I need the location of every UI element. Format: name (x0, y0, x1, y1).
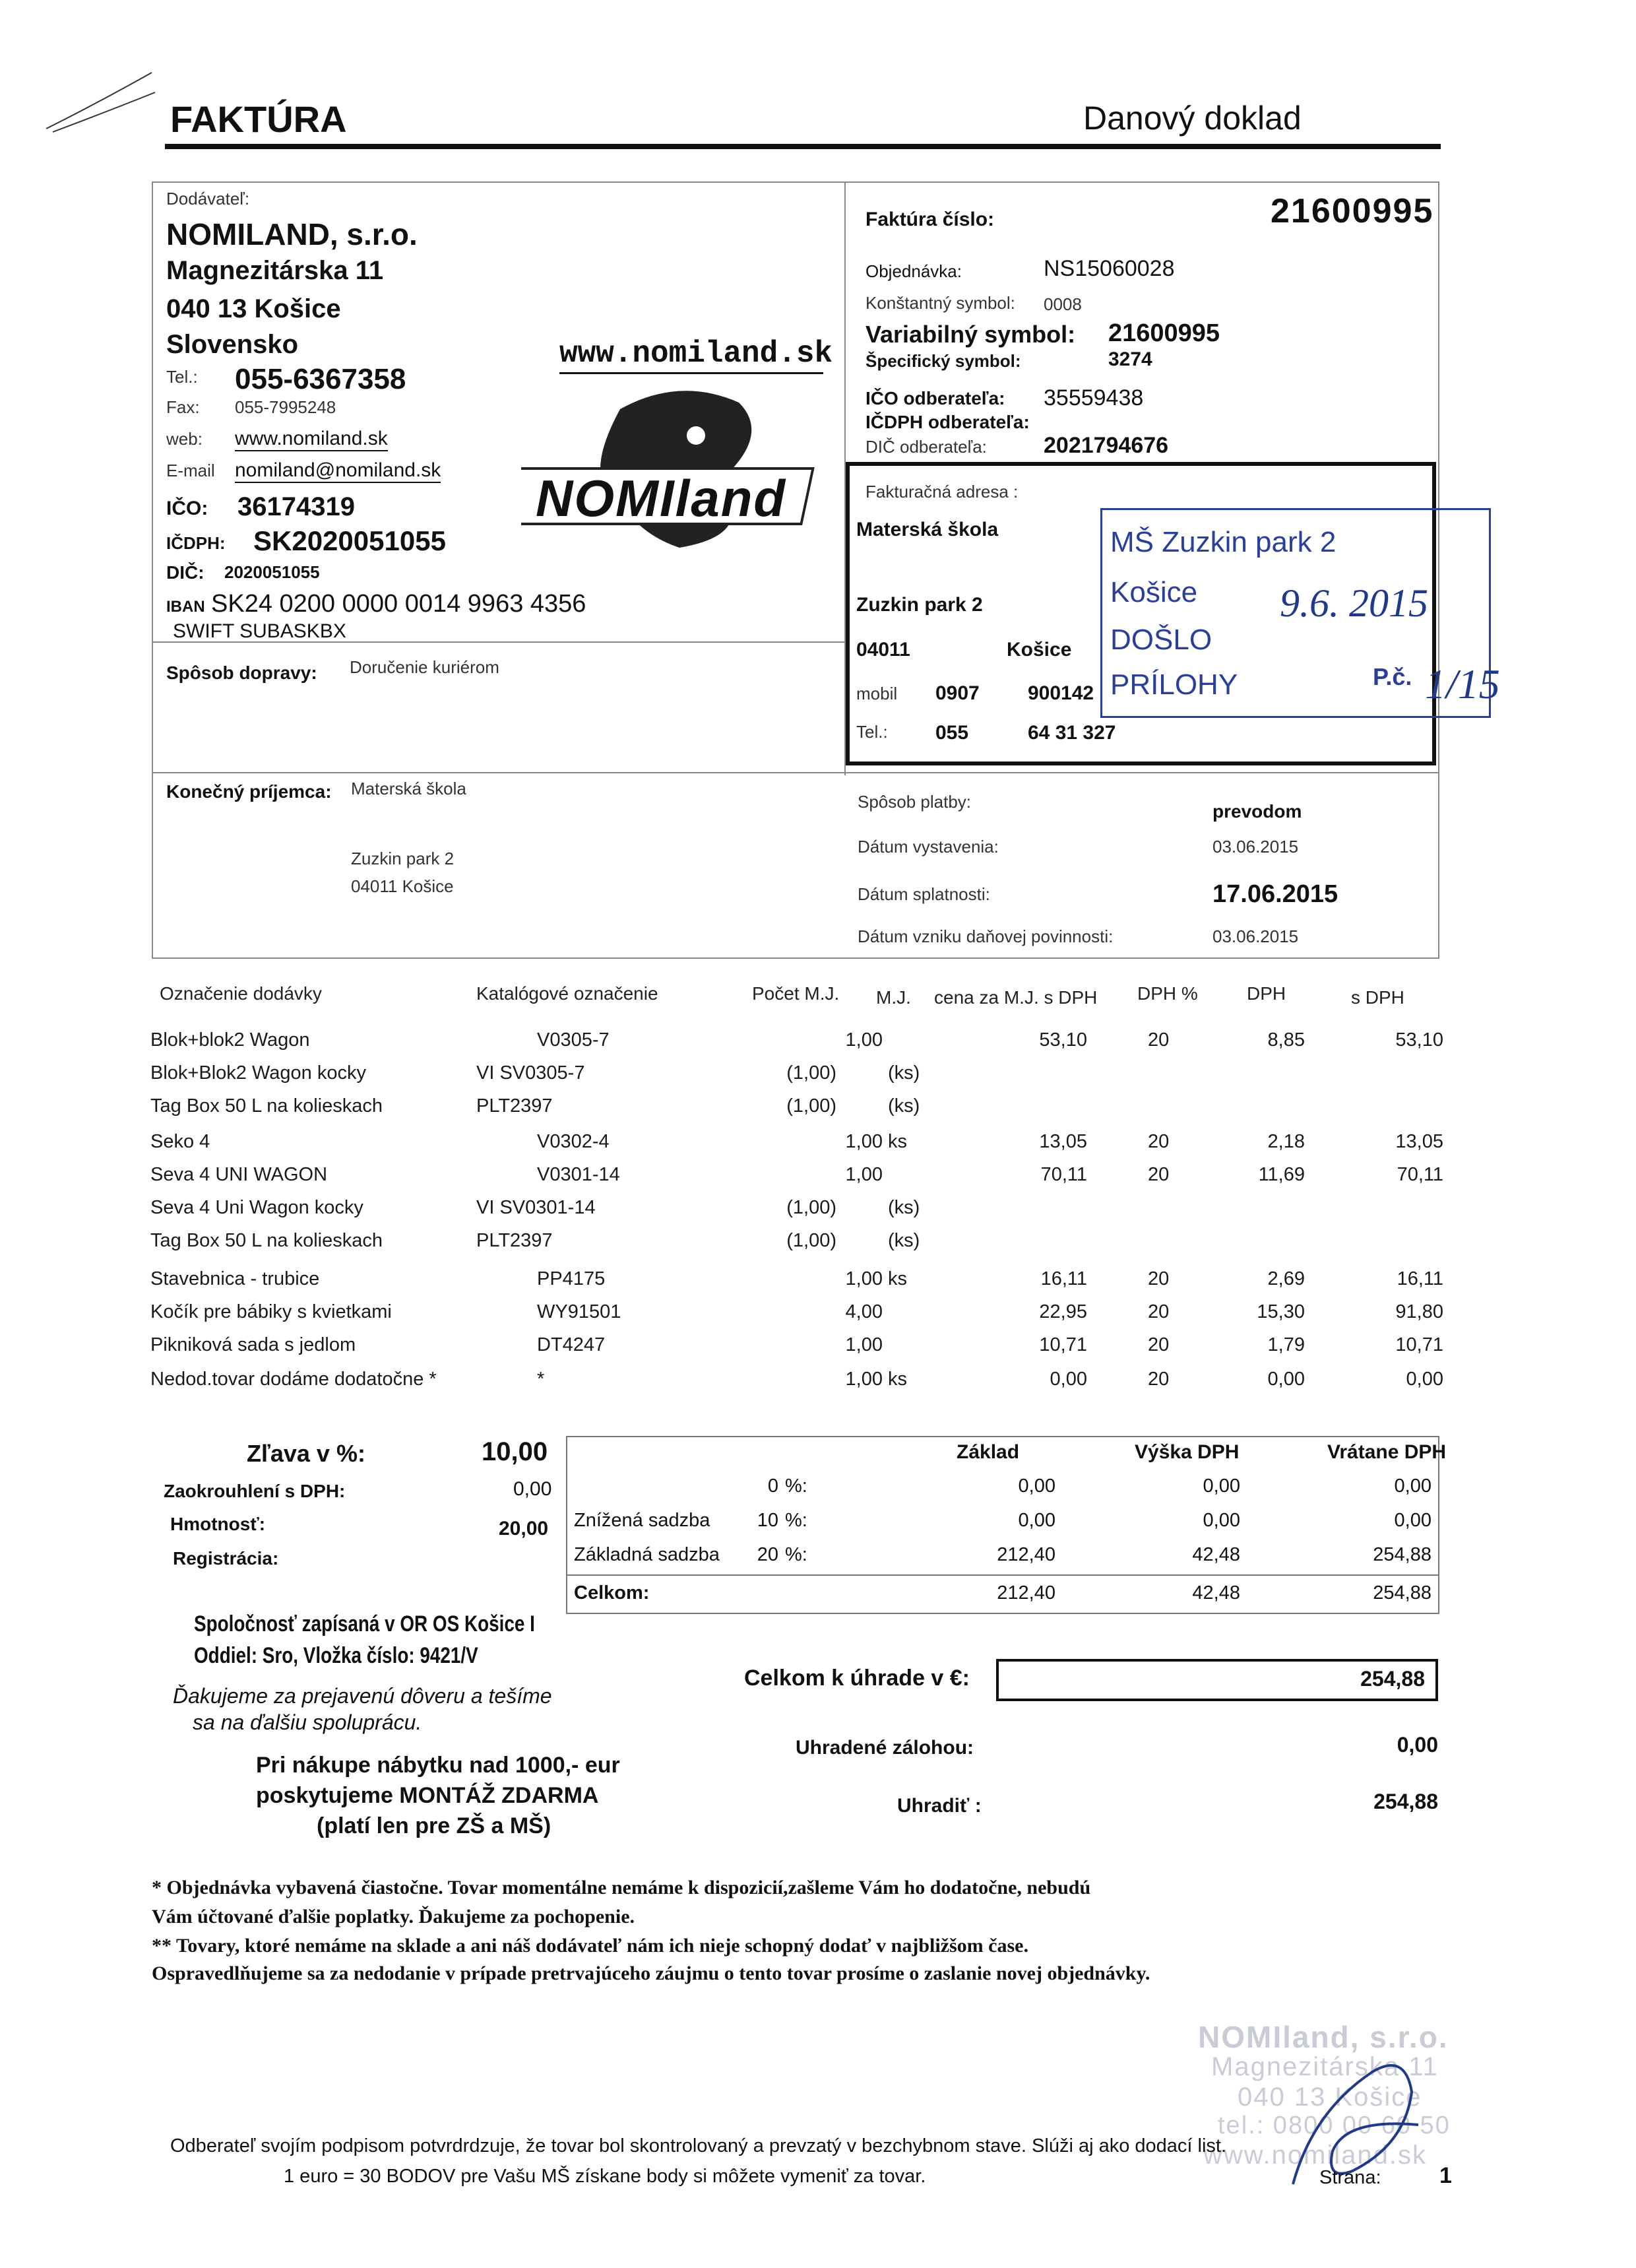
item-total: 16,11 (1397, 1268, 1443, 1289)
item-row (150, 1334, 1443, 1366)
item-vat-pct: 20 (1148, 1369, 1170, 1390)
note-line1: * Objednávka vybavená čiastočne. Tovar momentálne nemáme k dispozicií,zašleme Vám ho dodatočne, nebudú (152, 1877, 1091, 1898)
billing-mobil-number: 900142 (1028, 682, 1094, 704)
item-catalog: V0301-14 (537, 1164, 620, 1185)
discount-value: 10,00 (482, 1437, 548, 1466)
supplier-tel: 055-6367358 (235, 363, 406, 395)
item-row (150, 1095, 1443, 1127)
col-vat-header: DPH (1247, 983, 1286, 1004)
item-name: Stavebnica - trubice (150, 1268, 320, 1289)
item-qty: 1,00 (845, 1029, 883, 1051)
item-vat-pct: 20 (1148, 1131, 1170, 1152)
vat-row-total: 0,00 (1394, 1475, 1432, 1497)
document-type: Danový doklad (1083, 100, 1302, 137)
watermark-city: 040 13 Košice (1238, 2083, 1422, 2112)
item-vat: 1,79 (1267, 1334, 1305, 1355)
vat-row-rate: 0 (767, 1475, 778, 1497)
vat-row-pct: %: (785, 1475, 807, 1497)
stamp-line-attachments: PRÍLOHY (1110, 668, 1238, 701)
customer-dic: 2021794676 (1044, 433, 1169, 458)
supplier-label: Dodávateľ: (166, 189, 250, 209)
item-vat-pct: 20 (1148, 1334, 1170, 1355)
footer-line1: Odberateľ svojím podpisom potvrdrdzuje, že tovar bol skontrolovaný a prevzatý v bezchybnom stave. Slúži aj ako dodací list. (170, 2135, 1227, 2156)
constant-symbol-label: Konštantný symbol: (865, 293, 1015, 313)
item-total: 0,00 (1406, 1369, 1443, 1390)
item-total: 70,11 (1397, 1164, 1443, 1185)
thanks-line2: sa na ďalšiu spoluprácu. (193, 1710, 422, 1734)
item-vat-pct: 20 (1148, 1164, 1170, 1185)
item-name: Tag Box 50 L na kolieskach (150, 1230, 383, 1251)
supplier-icdph-label: IČDPH: (166, 533, 226, 553)
vat-sum-rule (566, 1574, 1439, 1576)
items-header (150, 983, 1443, 1015)
supplier-fax: 055-7995248 (235, 397, 336, 417)
item-name: Seva 4 UNI WAGON (150, 1164, 328, 1185)
page-number-label: Strana: (1319, 2167, 1381, 2188)
billing-mobil-prefix: 0907 (935, 682, 980, 704)
stamp-line-received: DOŠLO (1110, 624, 1212, 656)
variable-symbol-label: Variabilný symbol: (865, 321, 1076, 348)
customer-ico: 35559438 (1044, 385, 1144, 410)
item-row (150, 1268, 1443, 1300)
order-label: Objednávka: (865, 261, 962, 281)
due-amount-value: 254,88 (1373, 1790, 1438, 1813)
vat-row-label: Znížená sadzba (574, 1510, 710, 1531)
item-row (150, 1369, 1443, 1400)
note-line4: Ospravedlňujeme sa za nedodanie v prípade pretrvajúceho záujmu o tento tovar prosíme o zaslanie novej objednávky. (152, 1962, 1150, 1984)
billing-mobil-label: mobil (856, 684, 898, 703)
issue-date-label: Dátum vystavenia: (858, 837, 999, 857)
item-unit: (ks) (888, 1062, 920, 1084)
col-name-header: Označenie dodávky (160, 983, 322, 1004)
recipient-city: 04011 Košice (351, 876, 454, 896)
vat-row-rate: 10 (757, 1510, 778, 1531)
vat-row-vat: 0,00 (1203, 1475, 1240, 1497)
vat-head-base: Základ (957, 1441, 1020, 1463)
supplier-ico: 36174319 (237, 492, 355, 521)
billing-tel-label: Tel.: (856, 722, 888, 742)
item-vat: 8,85 (1267, 1029, 1305, 1051)
item-name: Pikniková sada s jedlom (150, 1334, 356, 1355)
stamp-handwritten-date: 9.6. 2015 (1280, 581, 1428, 625)
watermark-web: www.nomiland.sk (1203, 2141, 1428, 2170)
vat-row-pct: %: (785, 1510, 807, 1531)
billing-label: Fakturačná adresa : (865, 482, 1019, 502)
item-vat: 11,69 (1258, 1164, 1305, 1185)
deposit-value: 0,00 (1397, 1733, 1438, 1757)
supplier-web[interactable]: www.nomiland.sk (235, 428, 388, 451)
item-name: Seva 4 Uni Wagon kocky (150, 1197, 363, 1218)
billing-zip: 04011 (856, 639, 910, 661)
item-row (150, 1164, 1443, 1196)
variable-symbol: 21600995 (1108, 319, 1220, 347)
item-name: Blok+Blok2 Wagon kocky (150, 1062, 366, 1084)
watermark-tel: tel.: 0800 00 60 50 (1218, 2112, 1451, 2139)
billing-street: Zuzkin park 2 (856, 594, 983, 616)
item-qty: (1,00) (786, 1062, 836, 1084)
item-vat: 0,00 (1267, 1369, 1305, 1390)
payment-method: prevodom (1212, 801, 1302, 822)
item-unit: (ks) (888, 1230, 920, 1251)
billing-tel-prefix: 055 (935, 722, 969, 744)
stamp-handwritten-number: 1/15 (1425, 661, 1500, 707)
vat-row (567, 1510, 1438, 1544)
vat-table-header (567, 1441, 1447, 1475)
due-date-label: Dátum splatnosti: (858, 884, 990, 904)
supplier-iban-label: IBAN (166, 598, 205, 616)
supplier-fax-label: Fax: (166, 397, 200, 417)
customer-dic-label: DIČ odberateľa: (865, 437, 987, 457)
supplier-tel-label: Tel.: (166, 367, 198, 387)
vat-row-vat: 0,00 (1203, 1510, 1240, 1531)
customer-icdph-label: IČDPH odberateľa: (865, 412, 1030, 432)
watermark-company: NOMIland, s.r.o. (1198, 2020, 1449, 2054)
col-unit-header: M.J. (876, 987, 911, 1008)
issue-date: 03.06.2015 (1212, 837, 1299, 857)
item-total: 91,80 (1395, 1301, 1443, 1322)
item-name: Nedod.tovar dodáme dodatočne * (150, 1369, 437, 1390)
supplier-iban: SK24 0200 0000 0014 9963 4356 (211, 590, 586, 618)
header-rule (165, 144, 1441, 149)
note-line3: ** Tovary, ktoré nemáme na sklade a ani náš dodávateľ nám ich nieje schopný dodať v najbližšom čase. (152, 1935, 1028, 1957)
logo-text: NOMIland (536, 469, 786, 527)
supplier-city: 040 13 Košice (166, 294, 341, 323)
vat-row-label: Základná sadzba (574, 1544, 720, 1565)
item-catalog: V0305-7 (537, 1029, 610, 1051)
item-price: 22,95 (1039, 1301, 1087, 1322)
item-vat-pct: 20 (1148, 1301, 1170, 1322)
col-qty-header: Počet M.J. (752, 983, 840, 1004)
weight-label: Hmotnosť: (170, 1514, 266, 1534)
supplier-ico-label: IČO: (166, 498, 208, 519)
item-name: Kočík pre bábiky s kvietkami (150, 1301, 392, 1322)
supplier-country: Slovensko (166, 330, 299, 359)
vat-sum-row (567, 1582, 1438, 1617)
supplier-email[interactable]: nomiland@nomiland.sk (235, 459, 441, 483)
customer-ico-label: IČO odberateľa: (865, 388, 1005, 408)
vat-row-total: 0,00 (1394, 1510, 1432, 1531)
item-price: 53,10 (1039, 1029, 1087, 1051)
item-price: 13,05 (1039, 1131, 1087, 1152)
company-reg-line1: Spoločnosť zapísaná v OR OS Košice I (194, 1611, 535, 1636)
company-reg-line2: Oddiel: Sro, Vložka číslo: 9421/V (194, 1643, 478, 1668)
supplier-swift: SWIFT SUBASKBX (173, 620, 346, 642)
billing-name: Materská škola (856, 519, 999, 540)
supplier-street: Magnezitárska 11 (166, 256, 384, 285)
constant-symbol: 0008 (1044, 294, 1082, 314)
item-qty: 1,00 (845, 1334, 883, 1355)
vat-head-vat: Výška DPH (1135, 1441, 1240, 1463)
item-unit: (ks) (888, 1095, 920, 1117)
supplier-web-label: web: (166, 429, 203, 449)
item-row (150, 1029, 1443, 1061)
item-row (150, 1131, 1443, 1163)
vat-row-base: 0,00 (1018, 1475, 1055, 1497)
due-date: 17.06.2015 (1212, 880, 1338, 908)
item-qty: 4,00 (845, 1301, 883, 1322)
item-price: 16,11 (1040, 1268, 1087, 1289)
item-row (150, 1197, 1443, 1229)
website-underline (559, 372, 823, 374)
item-total: 10,71 (1395, 1334, 1443, 1355)
item-vat-pct: 20 (1148, 1268, 1170, 1289)
vat-row-pct: %: (785, 1544, 807, 1565)
page-number: 1 (1439, 2163, 1452, 2188)
item-qty: (1,00) (786, 1095, 836, 1117)
note-line2: Vám účtované ďalšie poplatky. Ďakujeme za pochopenie. (152, 1906, 635, 1928)
stamp-line-school: MŠ Zuzkin park 2 (1110, 526, 1337, 558)
thanks-line1: Ďakujeme za prejavenú dôveru a tešíme (173, 1684, 552, 1708)
billing-city: Košice (1007, 639, 1072, 661)
order-number: NS15060028 (1044, 256, 1175, 281)
transport-label: Spôsob dopravy: (166, 663, 317, 683)
vat-sum-base: 212,40 (997, 1582, 1055, 1604)
tax-date: 03.06.2015 (1212, 926, 1299, 946)
vat-row (567, 1544, 1438, 1578)
item-qty: (1,00) (786, 1197, 836, 1218)
vat-head-total: Vrátane DPH (1327, 1441, 1447, 1463)
item-unit: ks (888, 1131, 907, 1152)
discount-label: Zľava v %: (247, 1440, 365, 1467)
item-name: Blok+blok2 Wagon (150, 1029, 310, 1051)
vat-sum-label: Celkom: (574, 1582, 650, 1604)
total-pay-value: 254,88 (1360, 1667, 1425, 1691)
vat-row (567, 1475, 1438, 1510)
item-qty: 1,00 (845, 1369, 883, 1390)
vat-row-vat: 42,48 (1192, 1544, 1240, 1565)
item-price: 70,11 (1040, 1164, 1087, 1185)
vat-sum-total: 254,88 (1373, 1582, 1432, 1604)
col-vat-pct-header: DPH % (1137, 983, 1198, 1004)
transport-value: Doručenie kuriérom (350, 657, 499, 677)
item-catalog: VI SV0305-7 (476, 1062, 585, 1084)
supplier-icdph: SK2020051055 (253, 525, 446, 556)
col-price-header: cena za M.J. s DPH (934, 987, 1098, 1008)
stamp-line-city: Košice (1110, 576, 1198, 608)
tax-date-label: Dátum vzniku daňovej povinnosti: (858, 926, 1114, 946)
supplier-name: NOMILAND, s.r.o. (166, 217, 418, 251)
item-total: 53,10 (1395, 1029, 1443, 1051)
invoice-number: 21600995 (1271, 192, 1434, 230)
supplier-dic: 2020051055 (224, 562, 320, 582)
footer-line2: 1 euro = 30 BODOV pre Vašu MŠ získane body si môžete vymeniť za tovar. (284, 2166, 926, 2187)
promo-line1: Pri nákupe nábytku nad 1000,- eur (256, 1753, 620, 1778)
rounding-label: Zaokrouhlení s DPH: (164, 1481, 346, 1501)
vat-row-rate: 20 (757, 1544, 778, 1565)
col-total-header: s DPH (1351, 987, 1404, 1008)
item-vat: 2,18 (1267, 1131, 1305, 1152)
item-catalog: DT4247 (537, 1334, 606, 1355)
item-vat-pct: 20 (1148, 1029, 1170, 1051)
item-vat: 2,69 (1267, 1268, 1305, 1289)
item-unit: ks (888, 1268, 907, 1289)
vat-row-total: 254,88 (1373, 1544, 1432, 1565)
item-row (150, 1230, 1443, 1262)
website-banner[interactable]: www.nomiland.sk (559, 337, 833, 371)
item-row (150, 1062, 1443, 1094)
item-unit: ks (888, 1369, 907, 1390)
item-row (150, 1301, 1443, 1333)
item-total: 13,05 (1395, 1131, 1443, 1152)
pen-mark-icon (40, 66, 158, 139)
registration-label: Registrácia: (173, 1548, 279, 1569)
stamp-pc-label: P.č. (1373, 663, 1412, 690)
item-catalog: PLT2397 (476, 1230, 553, 1251)
total-pay-label: Celkom k úhrade v €: (744, 1666, 970, 1691)
invoice-number-label: Faktúra číslo: (865, 209, 995, 230)
supplier-email-label: E-mail (166, 461, 215, 480)
item-price: 10,71 (1039, 1334, 1087, 1355)
deposit-label: Uhradené zálohou: (796, 1737, 974, 1759)
specific-symbol-label: Špecifický symbol: (865, 351, 1021, 371)
weight-value: 20,00 (499, 1518, 549, 1539)
item-catalog: PP4175 (537, 1268, 606, 1289)
supplier-dic-label: DIČ: (166, 562, 204, 583)
header-mid-rule (152, 772, 1439, 773)
rounding-value: 0,00 (513, 1478, 552, 1500)
item-unit: (ks) (888, 1197, 920, 1218)
recipient-name: Materská škola (351, 779, 466, 798)
page-title: FAKTÚRA (170, 98, 347, 140)
promo-line3: (platí len pre ZŠ a MŠ) (317, 1813, 551, 1838)
item-catalog: WY91501 (537, 1301, 621, 1322)
recipient-label: Konečný príjemca: (166, 781, 332, 802)
watermark-street: Magnezitárska 11 (1211, 2052, 1439, 2081)
promo-line2: poskytujeme MONTÁŽ ZDARMA (256, 1783, 599, 1808)
specific-symbol: 3274 (1108, 348, 1152, 370)
vat-row-base: 212,40 (997, 1544, 1055, 1565)
payment-method-label: Spôsob platby: (858, 792, 972, 812)
item-qty: 1,00 (845, 1131, 883, 1152)
due-amount-label: Uhradiť : (897, 1795, 982, 1817)
item-catalog: V0302-4 (537, 1131, 610, 1152)
item-qty: 1,00 (845, 1164, 883, 1185)
item-name: Tag Box 50 L na kolieskach (150, 1095, 383, 1117)
billing-tel-number: 64 31 327 (1028, 722, 1116, 744)
item-catalog: * (537, 1369, 545, 1390)
vat-row-base: 0,00 (1018, 1510, 1055, 1531)
col-catalog-header: Katalógové označenie (476, 983, 658, 1004)
item-name: Seko 4 (150, 1131, 210, 1152)
item-price: 0,00 (1050, 1369, 1087, 1390)
item-catalog: PLT2397 (476, 1095, 553, 1117)
recipient-street: Zuzkin park 2 (351, 849, 455, 868)
item-qty: (1,00) (786, 1230, 836, 1251)
item-vat: 15,30 (1257, 1301, 1305, 1322)
item-qty: 1,00 (845, 1268, 883, 1289)
vat-sum-vat: 42,48 (1192, 1582, 1240, 1604)
item-catalog: VI SV0301-14 (476, 1197, 596, 1218)
